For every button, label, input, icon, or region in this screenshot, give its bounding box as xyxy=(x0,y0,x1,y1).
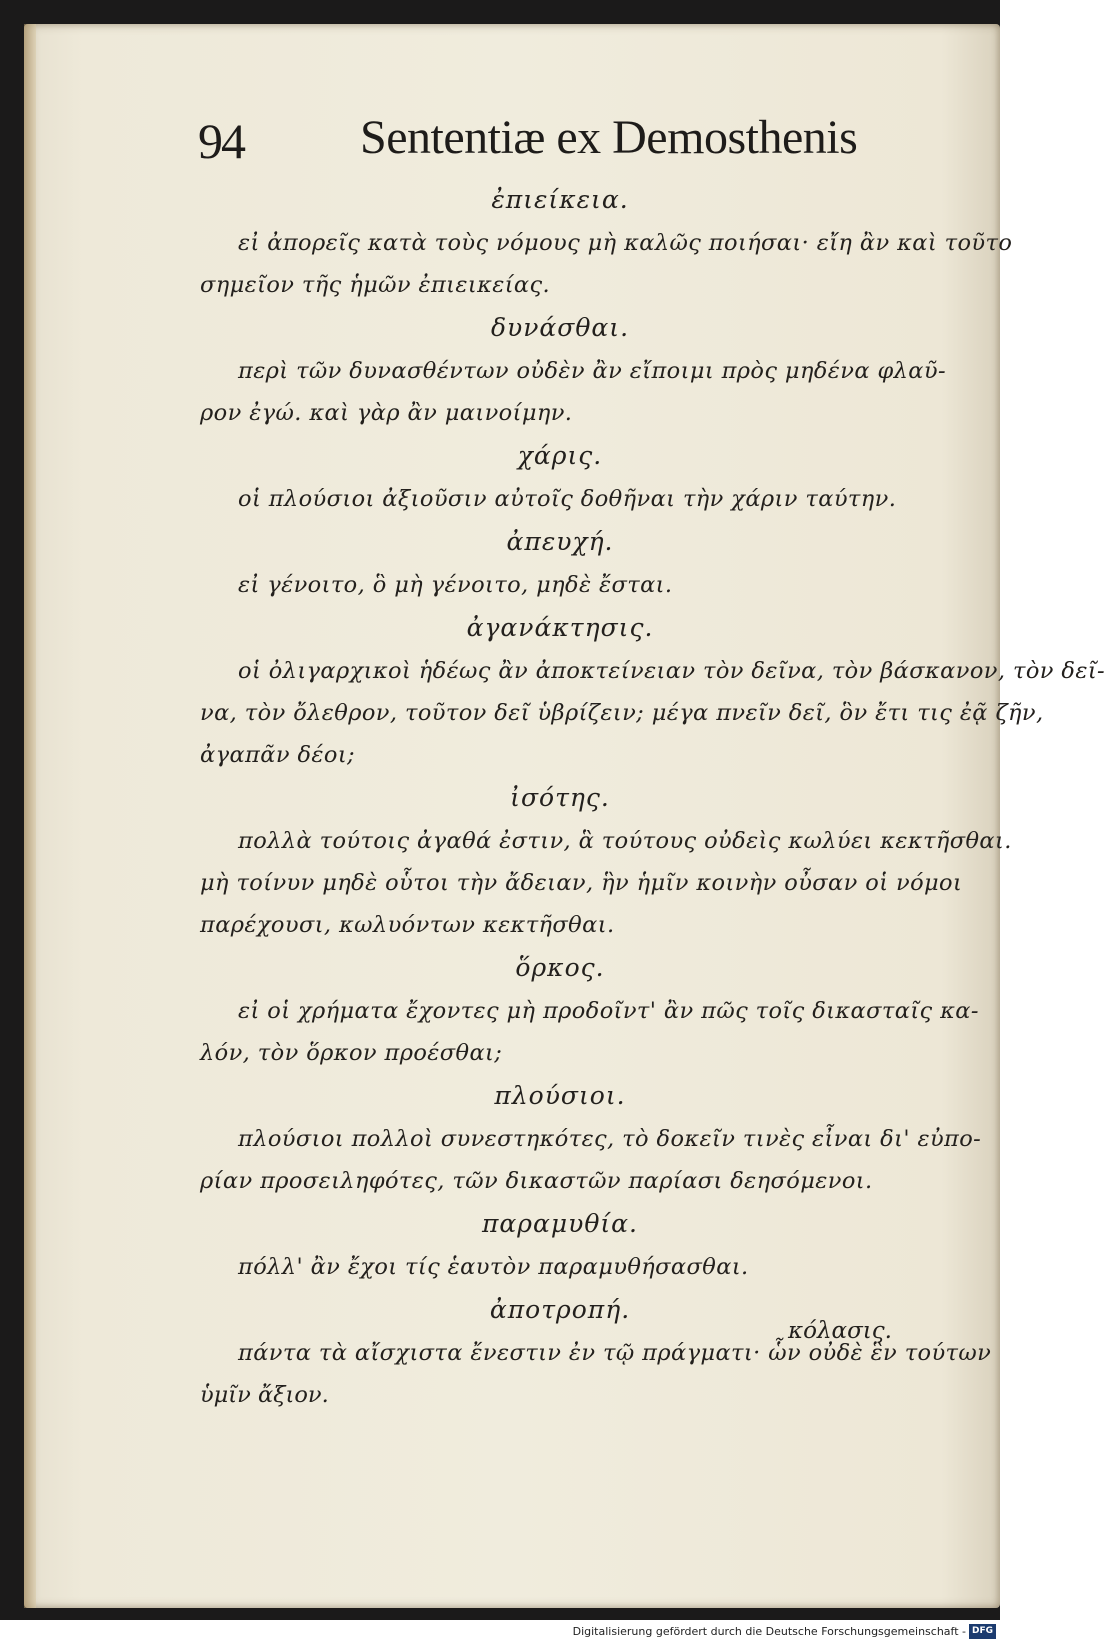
text-line: μὴ τοίνυν μηδὲ οὗτοι τὴν ἄδειαν, ἣν ἡμῖν κοινὴν οὖσαν οἱ νόμοι xyxy=(200,870,963,896)
section-charis xyxy=(200,434,920,520)
section-epieikeia xyxy=(200,178,1013,306)
section-horkos xyxy=(200,946,979,1074)
text-body xyxy=(200,178,1105,1408)
section-apotrope xyxy=(200,1288,992,1416)
catchword: κόλασις. xyxy=(788,1318,892,1344)
page-gutter-edge xyxy=(24,24,36,1608)
text-line: σημεῖον τῆς ἡμῶν ἐπιεικείας. xyxy=(200,272,551,298)
text-line: ρίαν προσειληφότες, τῶν δικαστῶν παρίασι δεησόμενοι. xyxy=(200,1168,873,1194)
section-plousioi xyxy=(200,1074,982,1202)
digitization-footer xyxy=(0,1620,1000,1646)
text-line: ἀγαπᾶν δέοι; xyxy=(200,742,356,768)
text-line: ρον ἐγώ. καὶ γὰρ ἂν μαινοίμην. xyxy=(200,400,573,426)
section-aganaktesis xyxy=(200,606,1105,776)
section-apeuche xyxy=(200,520,920,606)
text-line: εἰ οἱ χρήματα ἔχοντες μὴ προδοῖντ' ἂν πῶς τοῖς δικασταῖς κα- xyxy=(238,998,979,1024)
dfg-logo-icon: DFG xyxy=(969,1624,996,1639)
running-title: Sententiæ ex Demosthenis xyxy=(360,111,858,164)
section-dynasthai xyxy=(200,306,946,434)
text-line: λόν, τὸν ὅρκον προέσθαι; xyxy=(200,1040,503,1066)
funding-credit: Digitalisierung gefördert durch die Deutsche Forschungsgemeinschaft - xyxy=(572,1625,966,1638)
text-line: οἱ πλούσιοι ἀξιοῦσιν αὐτοῖς δοθῆναι τὴν χάριν ταύτην. xyxy=(238,486,897,512)
section-paramythia xyxy=(200,1202,920,1288)
text-line: πάντα τὰ αἴσχιστα ἔνεστιν ἐν τῷ πράγματι· ὧν οὐδὲ ἓν τούτων xyxy=(238,1340,992,1366)
section-heading: δυνάσθαι. xyxy=(490,313,630,342)
section-heading: ἀπευχή. xyxy=(506,527,614,556)
section-heading: ἀποτροπή. xyxy=(489,1295,631,1324)
page-header xyxy=(198,108,898,178)
text-line: να, τὸν ὄλεθρον, τοῦτον δεῖ ὑβρίζειν; μέγα πνεῖν δεῖ, ὃν ἔτι τις ἐᾷ ζῆν, xyxy=(200,700,1044,726)
section-heading: ἀγανάκτησις. xyxy=(466,613,654,642)
text-line: παρέχουσι, κωλυόντων κεκτῆσθαι. xyxy=(200,912,615,938)
section-heading: χάρις. xyxy=(517,441,603,470)
text-line: εἰ ἀπορεῖς κατὰ τοὺς νόμους μὴ καλῶς ποιήσαι· εἴη ἂν καὶ τοῦτο xyxy=(238,230,1013,256)
text-line: πολλὰ τούτοις ἀγαθά ἐστιν, ἃ τούτους οὐδεὶς κωλύει κεκτῆσθαι. xyxy=(238,828,1012,854)
section-heading: παραμυθία. xyxy=(481,1209,639,1238)
text-line: ὑμῖν ἄξιον. xyxy=(200,1382,329,1408)
section-heading: πλούσιοι. xyxy=(494,1081,626,1110)
section-heading: ἰσότης. xyxy=(510,783,610,812)
section-isotes xyxy=(200,776,1012,946)
text-line: πόλλ' ἂν ἔχοι τίς ἑαυτὸν παραμυθήσασθαι. xyxy=(238,1254,749,1280)
section-heading: ἐπιείκεια. xyxy=(491,185,629,214)
text-line: πλούσιοι πολλοὶ συνεστηκότες, τὸ δοκεῖν τινὲς εἶναι δι' εὐπο- xyxy=(238,1126,982,1152)
text-line: οἱ ὀλιγαρχικοὶ ἡδέως ἂν ἀποκτείνειαν τὸν δεῖνα, τὸν βάσκανον, τὸν δεῖ- xyxy=(238,658,1105,684)
text-line: εἰ γένοιτο, ὃ μὴ γένοιτο, μηδὲ ἔσται. xyxy=(238,572,673,598)
section-heading: ὅρκος. xyxy=(515,953,605,982)
page-number: 94 xyxy=(198,113,244,169)
text-line: περὶ τῶν δυνασθέντων οὐδὲν ἂν εἴποιμι πρὸς μηδένα φλαῦ- xyxy=(238,358,946,384)
